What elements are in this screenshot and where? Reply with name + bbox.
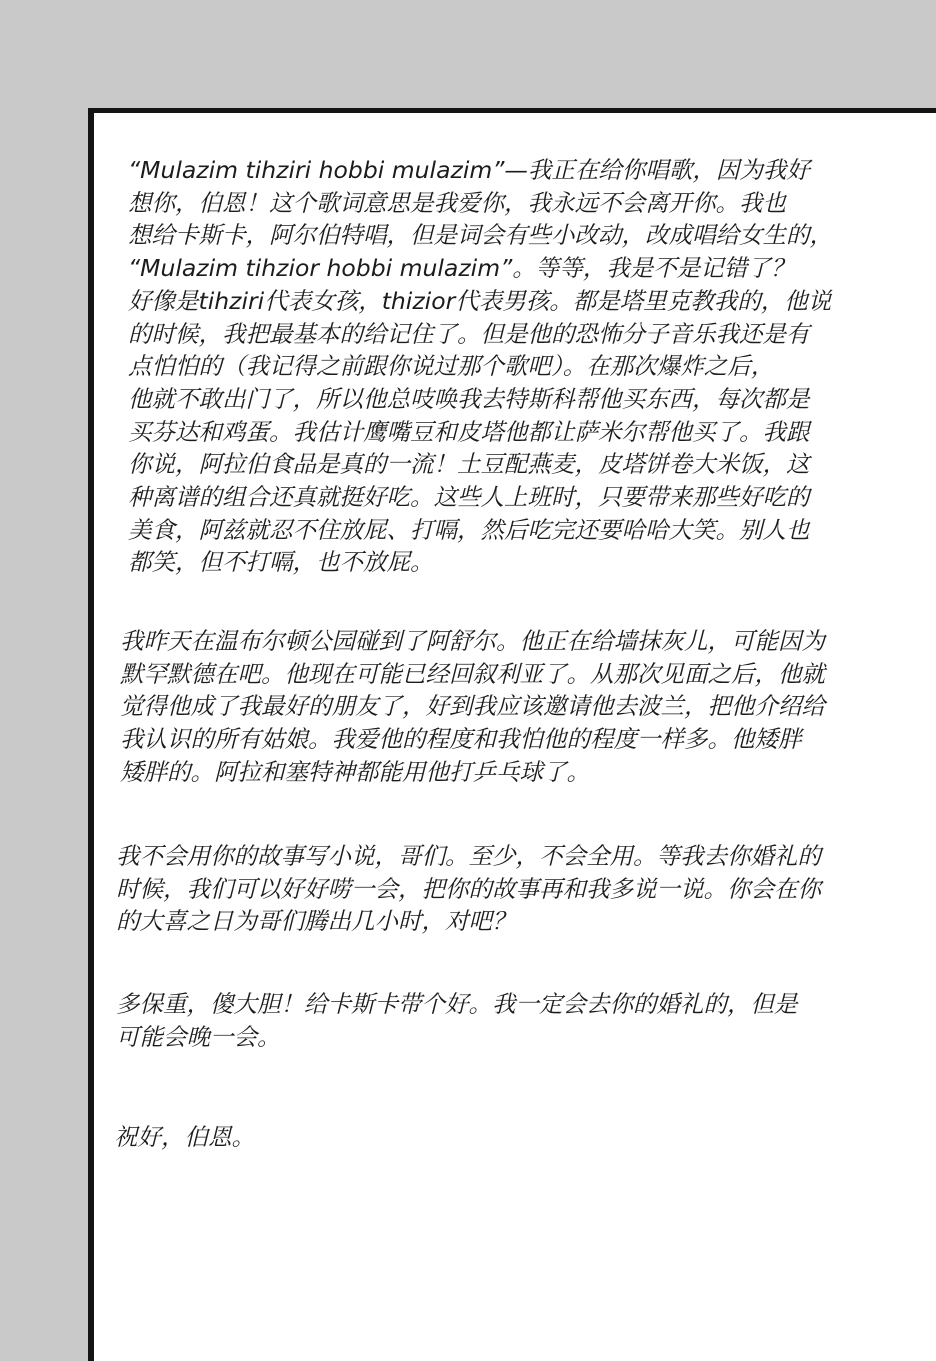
letter-signoff: 祝好，伯恩。	[114, 1123, 255, 1151]
letter-paragraph-3: 我不会用你的故事写小说，哥们。至少，不会全用。等我去你婚礼的 时候，我们可以好好唠一会，把你的故事再和我多说一说。你会在你 的大喜之日为哥们腾出几小时，对吧？	[116, 842, 821, 936]
letter-paper	[88, 108, 936, 1361]
letter-paragraph-1: “Mulazim tihziri hobbi mulazim”—我正在给你唱歌，因为我好 想你，伯恩！这个歌词意思是我爱你，我永远不会离开你。我也 想给卡斯卡，阿尔伯特唱，但是词会有些小改动，改成唱给女生的， “Mulazim tihzior hobbi mulazim”。等等，我是不是记错了？ 好像是tihziri代表女孩，thizior代表男孩。都是塔里克教我的，他说 的时候，我把最基本的给记住了。但是他的恐怖分子音乐我还是有 点怕怕的（我记得之前跟你说过那个歌吧）。在那次爆炸之后， 他就不敢出门了，所以他总吱唤我去特斯科帮他买东西，每次都是 买芬达和鸡蛋。我估计鹰嘴豆和皮塔他都让萨米尔帮他买了。我跟 你说，阿拉伯食品是真的一流！土豆配燕麦，皮塔饼卷大米饭，这 种离谱的组合还真就挺好吃。这些人上班时，只要带来那些好吃的 美食，阿兹就忍不住放屁、打嗝，然后吃完还要哈哈大笑。别人也 都笑，但不打嗝，也不放屁。	[128, 156, 833, 577]
letter-paragraph-4: 多保重，傻大胆！给卡斯卡带个好。我一定会去你的婚礼的，但是 可能会晚一会。	[116, 990, 798, 1051]
letter-paragraph-2: 我昨天在温布尔顿公园碰到了阿舒尔。他正在给墙抹灰儿，可能因为 默罕默德在吧。他现在可能已经回叙利亚了。从那次见面之后，他就 觉得他成了我最好的朋友了，好到我应该邀请他去波兰，把他介绍给 我认识的所有姑娘。我爱他的程度和我怕他的程度一样多。他矮胖 矮胖的。阿拉和塞特神都能用他打乒乓球了。	[120, 627, 825, 786]
